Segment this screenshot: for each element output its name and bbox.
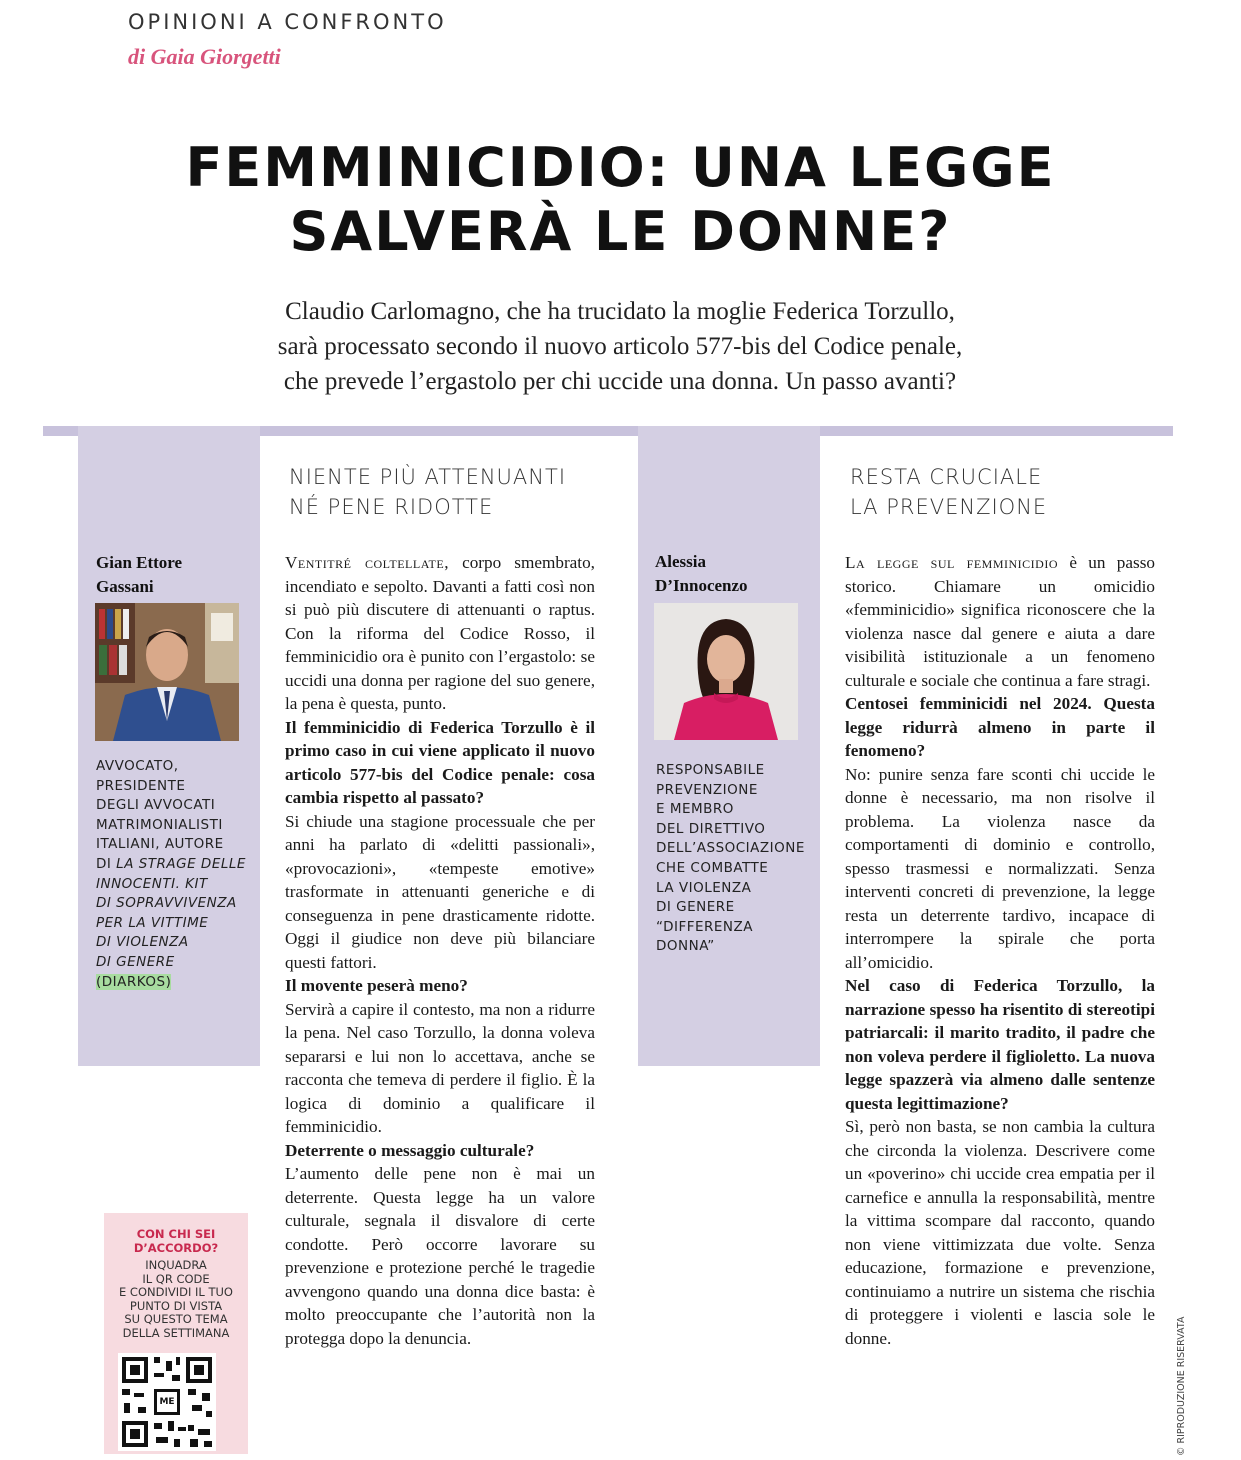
left-author-role: AVVOCATO, PRESIDENTE DEGLI AVVOCATI MATRIMONIALISTI ITALIANI, AUTORE DI LA STRAGE DELLE INNOCENTI. KIT DI SOPRAVVIVENZA PER LA VITTIME DI VIOLENZA DI GENERE (DIARKOS) — [96, 758, 246, 990]
left-answer-2: Servirà a capire il contesto, ma non a ridurre la pena. Nel caso Torzullo, la donna voleva separarsi e lui non lo accettava, anche se racconta che temeva di perdere il figlio. È la logica di dominio a qualificare il femminicidio. — [285, 999, 595, 1136]
left-question-2: Il movente peserà meno? — [285, 976, 468, 995]
headline-line-1: FEMMINICIDIO: UNA LEGGE — [185, 136, 1056, 199]
qr-instructions: INQUADRA IL QR CODE E CONDIVIDI IL TUO PUNTO DI VISTA SU QUESTO TEMA DELLA SETTIMANA — [119, 1258, 233, 1340]
left-author-photo — [95, 603, 239, 741]
right-question-2: Nel caso di Federica Torzullo, la narrazione spesso ha risentito di stereotipi patriarcali: il marito tradito, il padre che non voleva perdere il figlioletto. La nuova legge spazzerà via almeno dalle sentenze questa legittimazione? — [845, 976, 1155, 1113]
right-author-name: Alessia D’Innocenzo — [655, 552, 748, 595]
right-article-body — [845, 551, 1155, 1350]
headline — [0, 136, 1241, 264]
byline: di Gaia Giorgetti — [128, 44, 281, 69]
section-label: OPINIONI A CONFRONTO — [128, 10, 447, 34]
copyright-notice: © RIPRODUZIONE RISERVATA — [1176, 1316, 1187, 1456]
right-answer-2: Sì, però non basta, se non cambia la cultura che circonda la violenza. Descrivere come un «poverino» chi uccide crea empatia per il carnefice e annulla la responsabilità, mentre la vittima scompare dal racconto, quando non viene vittimizzata due volte. Senza educazione, formazione e prevenzione, continuiamo a nutrire un sistema che rischia di proteggere i violenti e lascia sole le donne. — [845, 1117, 1155, 1348]
qr-callout-box — [104, 1213, 248, 1454]
right-author-role: RESPONSABILE PREVENZIONE E MEMBRO DEL DIRETTIVO DELL’ASSOCIAZIONE CHE COMBATTE LA VIOLENZA DI GENERE “DIFFERENZA DONNA” — [656, 762, 805, 955]
qr-code[interactable] — [118, 1353, 216, 1451]
right-author-photo — [654, 603, 798, 740]
standfirst-line-3: che prevede l’ergastolo per chi uccide una donna. Un passo avanti? — [283, 368, 957, 395]
right-paragraph-1: La legge sul femminicidio è un passo storico. Chiamare un omicidio «femminicidio» significa riconoscere che la violenza nasce dal genere e aiuta a dare visibilità istituzionale a un fenomeno culturale e sociale che continua a fare stragi. — [845, 553, 1155, 690]
qr-logo: ME — [159, 1397, 175, 1407]
right-column-title: RESTA CRUCIALE LA PREVENZIONE — [850, 465, 1048, 519]
left-author-name: Gian Ettore Gassani — [96, 553, 183, 596]
standfirst-line-2: sarà processato secondo il nuovo articolo 577-bis del Codice penale, — [277, 333, 963, 360]
left-answer-3: L’aumento delle pene non è mai un deterrente. Questa legge ha un valore culturale, segnala il disvalore di certe condotte. Però occorre lavorare su prevenzione e protezione perché le tragedie avvengono quando una donna dice basta: è molto preoccupante che l’autorità non la protegga dopo la denuncia. — [285, 1164, 595, 1348]
book-title: LA STRAGE DELLE — [116, 855, 246, 872]
left-column-title: NIENTE PIÙ ATTENUANTI NÉ PENE RIDOTTE — [289, 465, 567, 519]
headline-line-2: SALVERÀ LE DONNE? — [289, 200, 952, 263]
right-answer-1: No: punire senza fare sconti chi uccide le donne è necessario, ma non risolve il problema. La violenza nasce da comportamenti di dominio e controllo, spesso trasmessi e normalizzati. Senza interventi concreti di prevenzione, la legge resta un deterrente tardivo, incapace di interrompere la spirale che porta all’omicidio. — [845, 764, 1155, 972]
qr-title: CON CHI SEI D’ACCORDO? — [133, 1227, 219, 1255]
left-question-3: Deterrente o messaggio culturale? — [285, 1140, 535, 1160]
standfirst-line-1: Claudio Carlomagno, che ha trucidato la moglie Federica Torzullo, — [285, 298, 955, 325]
left-paragraph-1: Ventitré coltellate, corpo smembrato, incendiato e sepolto. Davanti a fatti così non si può più discutere di attenuanti o raptus. Con la riforma del Codice Rosso, il femminicidio ora è punito con l’ergastolo: se uccidi una donna per ragione del suo genere, la pena è questa, punto. — [285, 553, 595, 713]
left-article-body — [285, 551, 595, 1350]
right-profile-panel — [638, 426, 820, 1066]
standfirst — [120, 294, 1120, 399]
right-question-1: Centosei femminicidi nel 2024. Questa legge ridurrà almeno in parte il fenomeno? — [845, 694, 1155, 760]
left-question-1: Il femminicidio di Federica Torzullo è il primo caso in cui viene applicato il nuovo articolo 577-bis del Codice penale: cosa cambia rispetto al passato? — [285, 717, 595, 807]
left-answer-1: Si chiude una stagione processuale che per anni ha parlato di «delitti passionali», «provocazioni», «tempeste emotive» trasformate in attenuanti generiche e di conseguenza in pene drasticamente ridotte. Oggi il giudice non deve più bilanciare questi fattori. — [285, 811, 595, 972]
publisher: (DIARKOS) — [96, 973, 172, 990]
